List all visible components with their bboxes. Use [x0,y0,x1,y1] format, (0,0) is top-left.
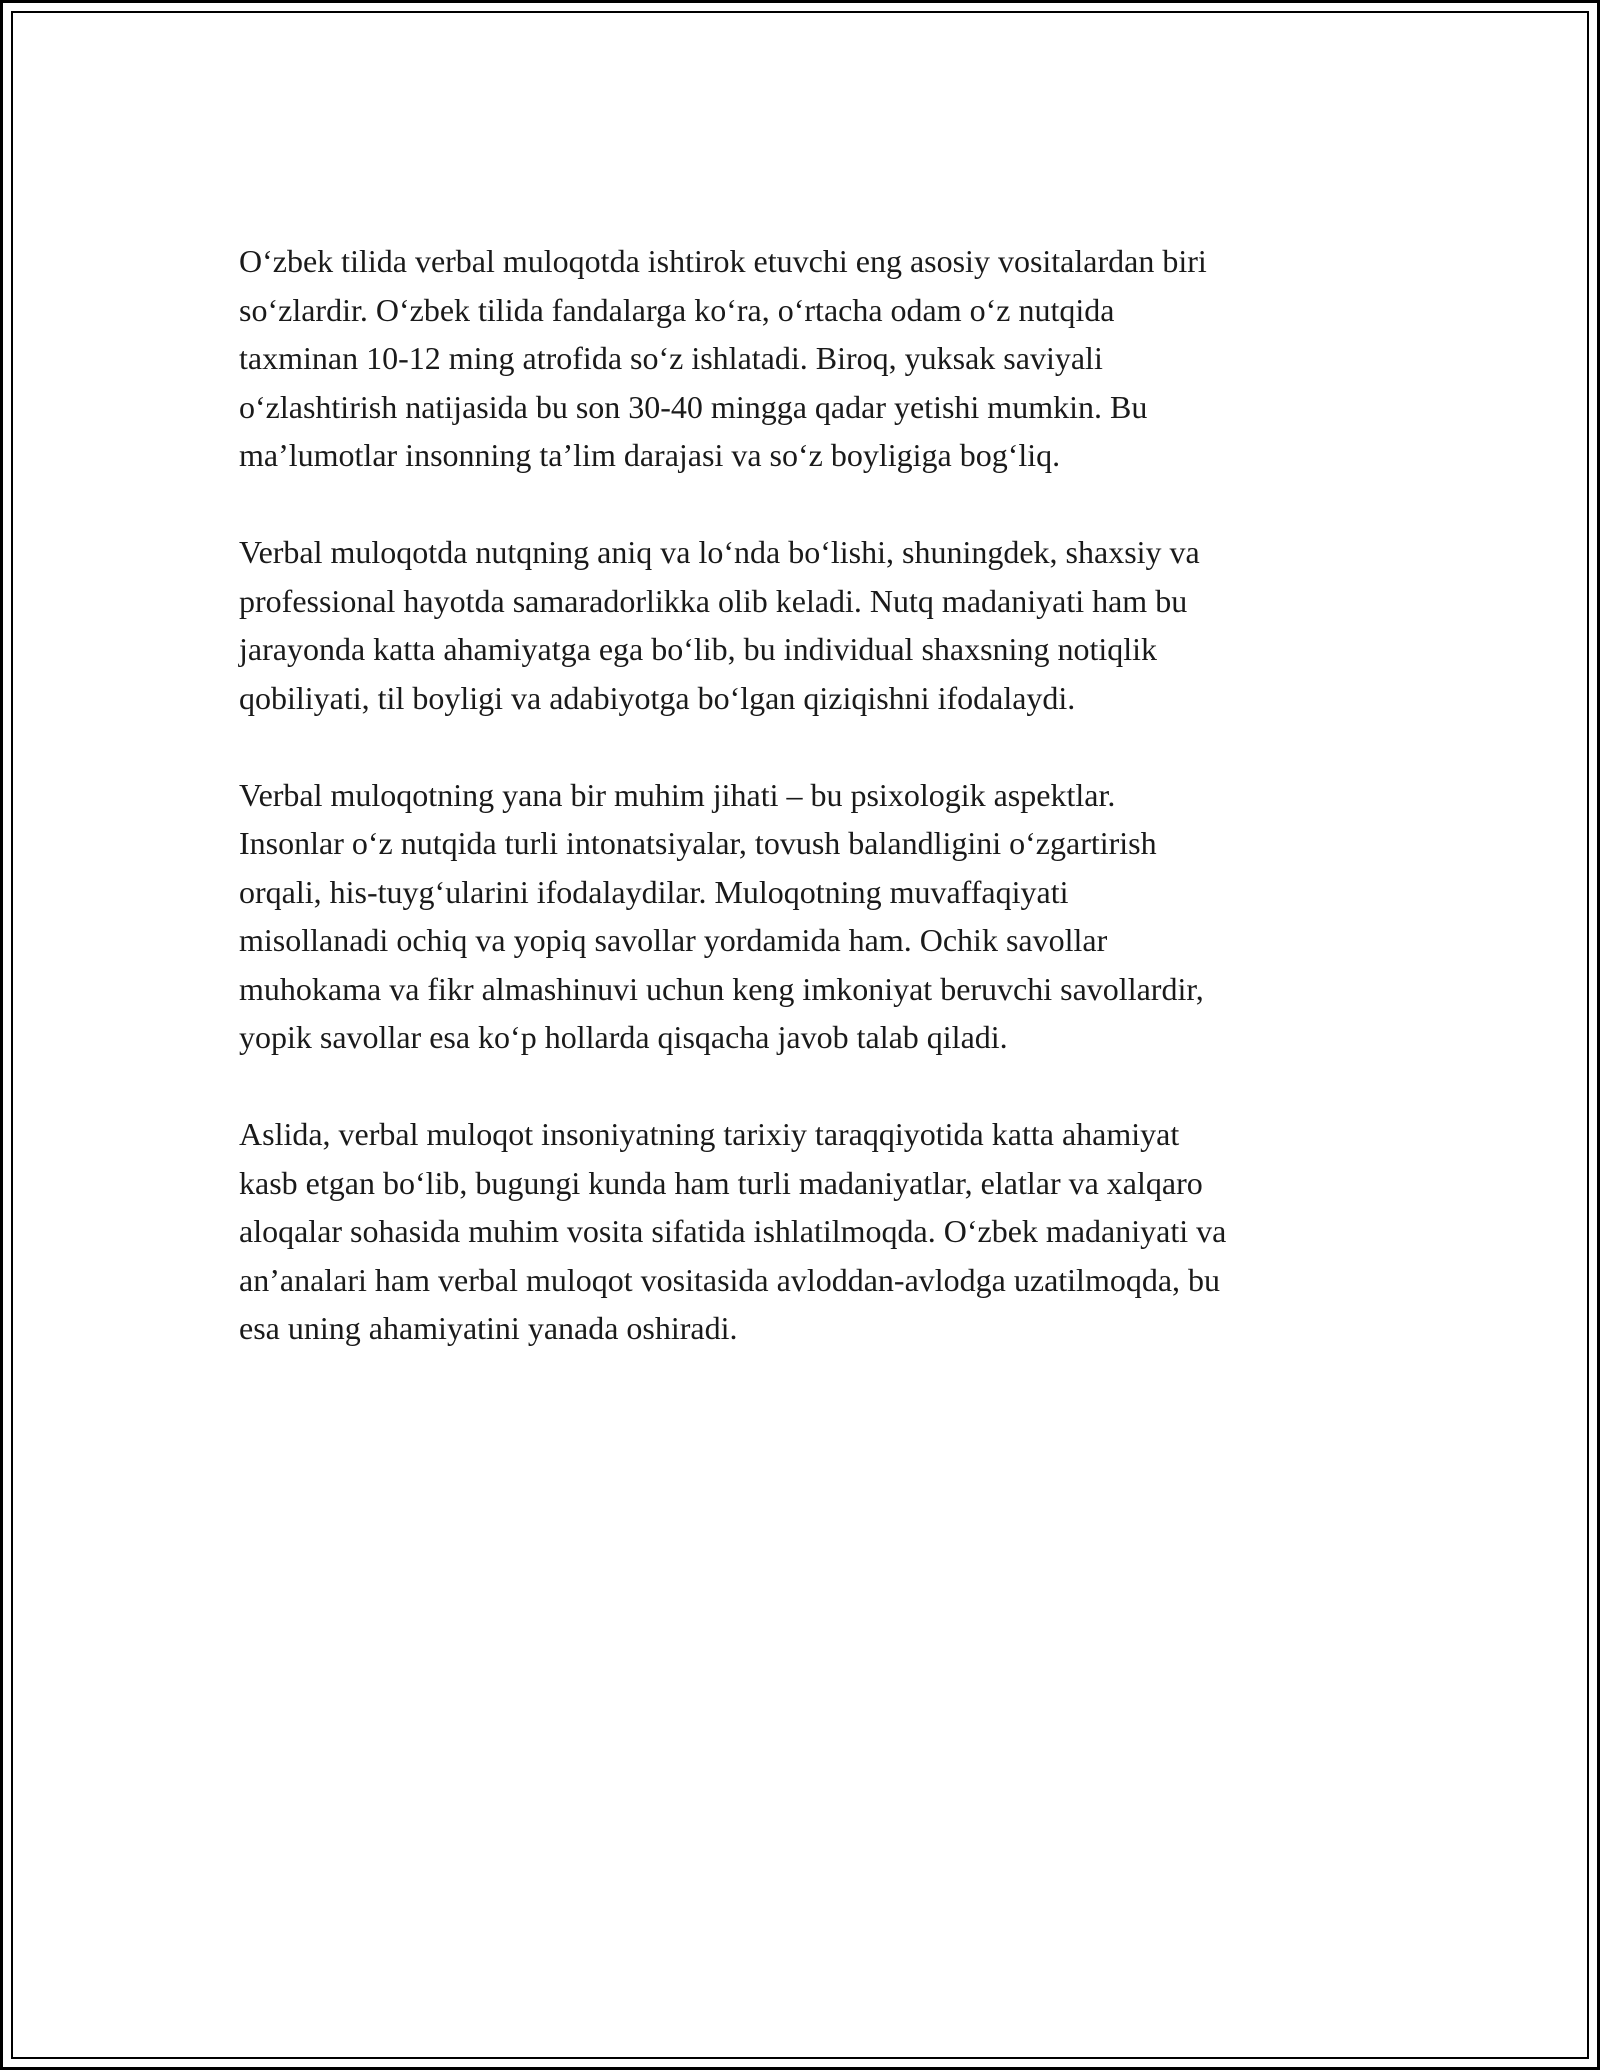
text-line: Aslida, verbal muloqot insoniyatning tarixiy taraqqiyotida katta ahamiyat [239,1116,1180,1152]
paragraph-2 [239,528,1389,722]
text-line: yopik savollar esa ko‘p hollarda qisqacha javob talab qiladi. [239,1019,1008,1055]
text-line: orqali, his-tuyg‘ularini ifodalaydilar. Muloqotning muvaffaqiyati [239,873,1069,910]
text-line: misollanadi ochiq va yopiq savollar yordamida ham. Ochik savollar [239,922,1108,958]
text-line: ma’lumotlar insonning ta’lim darajasi va so‘z boyligiga bog‘liq. [239,437,1061,473]
document-body [239,237,1389,1401]
text-line: o‘zlashtirish natijasida bu son 30-40 mingga qadar yetishi mumkin. Bu [239,388,1148,425]
text-line: qobiliyati, til boyligi va adabiyotga bo‘lgan qiziqishni ifodalaydi. [239,679,1076,716]
text-line: professional hayotda samaradorlikka olib keladi. Nutq madaniyati ham bu [239,582,1188,619]
text-line: taxminan 10-12 ming atrofida so‘z ishlatadi. Biroq, yuksak saviyali [239,340,1103,376]
paragraph-4 [239,1110,1389,1353]
text-line: Insonlar o‘z nutqida turli intonatsiyalar, tovush balandligini o‘zgartirish [239,825,1157,861]
text-line: muhokama va fikr almashinuvi uchun keng imkoniyat beruvchi savollardir, [239,970,1204,1007]
text-line: so‘zlardir. O‘zbek tilida fandalarga ko‘ra, o‘rtacha odam o‘z nutqida [239,291,1115,328]
text-line: aloqalar sohasida muhim vosita sifatida ishlatilmoqda. O‘zbek madaniyati va [239,1213,1227,1249]
text-line: Verbal muloqotda nutqning aniq va lo‘nda bo‘lishi, shuningdek, shaxsiy va [239,534,1200,570]
text-line: jarayonda katta ahamiyatga ega bo‘lib, bu individual shaxsning notiqlik [239,631,1157,667]
text-line: esa uning ahamiyatini yanada oshiradi. [239,1310,738,1346]
text-line: kasb etgan bo‘lib, bugungi kunda ham turli madaniyatlar, elatlar va xalqaro [239,1164,1203,1201]
paragraph-3 [239,771,1389,1062]
text-line: Verbal muloqotning yana bir muhim jihati – bu psixologik aspektlar. [239,776,1116,813]
text-line: O‘zbek tilida verbal muloqotda ishtirok etuvchi eng asosiy vositalardan biri [239,243,1207,279]
text-line: an’analari ham verbal muloqot vositasida avloddan-avlodga uzatilmoqda, bu [239,1261,1221,1298]
paragraph-1 [239,237,1389,480]
